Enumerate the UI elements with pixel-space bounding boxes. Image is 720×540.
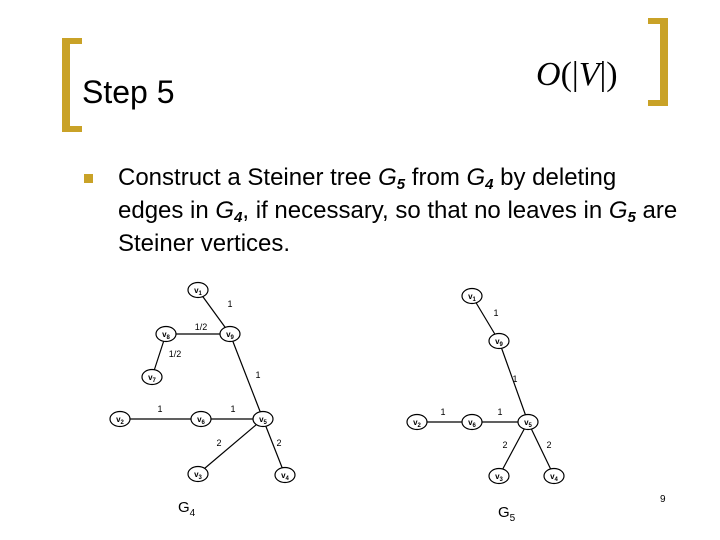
- node-label: $v_3$: [194, 470, 202, 481]
- node-label: $v_2$: [413, 418, 421, 429]
- node-label: $v_7$: [148, 373, 156, 384]
- node-label: $v_6$: [197, 415, 205, 426]
- edge-weight: 1: [255, 370, 261, 380]
- node-label: $v_2$: [116, 415, 124, 426]
- bullet-text-run: 4: [485, 176, 494, 193]
- bullet-text-run: G: [215, 197, 235, 224]
- edge-weight: 2: [546, 440, 552, 450]
- bullet-text-run: 5: [627, 209, 636, 226]
- edge-weight: 1: [497, 407, 503, 417]
- node-label: $v_6$: [468, 418, 476, 429]
- node-label: $v_1$: [194, 286, 202, 297]
- graph-caption: $G_4$: [178, 499, 196, 519]
- edge-weight: 2: [502, 440, 508, 450]
- bullet-text-run: G: [378, 164, 397, 191]
- bullet-text-run: Construct a Steiner tree: [118, 164, 379, 191]
- edge-weight: 1/2: [168, 349, 182, 359]
- edge-weight: 1: [493, 308, 499, 318]
- edge-weight: 1: [230, 404, 236, 414]
- bullet-text-run: G: [608, 197, 628, 224]
- edge-weight: 1: [440, 407, 446, 417]
- edge-weight: 1: [512, 374, 518, 384]
- complexity-prefix: O: [536, 56, 561, 93]
- bullet-text-run: by deleting edges in: [118, 164, 617, 224]
- slide-title: Step 5: [82, 74, 175, 110]
- bullet-text-run: 4: [234, 209, 243, 226]
- node-label: $v_1$: [468, 292, 476, 303]
- edge-weight: 1: [157, 404, 163, 414]
- edge-weight: 2: [216, 438, 222, 448]
- bullet-text-run: from: [405, 164, 467, 191]
- node-label: $v_9$: [495, 337, 503, 348]
- bullet-text-run: G: [466, 164, 486, 191]
- bullet-text-run: , if necessary, so that no leaves in: [242, 197, 609, 224]
- complexity-close: |): [599, 56, 618, 93]
- page-number: 9: [660, 494, 666, 505]
- node-label: $v_5$: [259, 415, 267, 426]
- edge-weight: 1: [227, 299, 233, 309]
- bullet-text-run: are Steiner vertices.: [118, 197, 678, 257]
- node-label: $v_5$: [524, 418, 532, 429]
- bullet-text-run: 5: [396, 176, 406, 193]
- node-label: $v_8$: [162, 330, 170, 341]
- edge-weight: 2: [276, 438, 282, 448]
- edge-weight: 1/2: [194, 322, 208, 332]
- node-label: $v_4$: [281, 471, 289, 482]
- node-label: $v_3$: [495, 472, 503, 483]
- graph-caption: $G_5$: [498, 504, 516, 524]
- node-label: $v_9$: [226, 330, 234, 341]
- complexity-var: V: [578, 56, 600, 93]
- complexity-open: (|: [560, 56, 579, 93]
- node-label: $v_4$: [550, 472, 558, 483]
